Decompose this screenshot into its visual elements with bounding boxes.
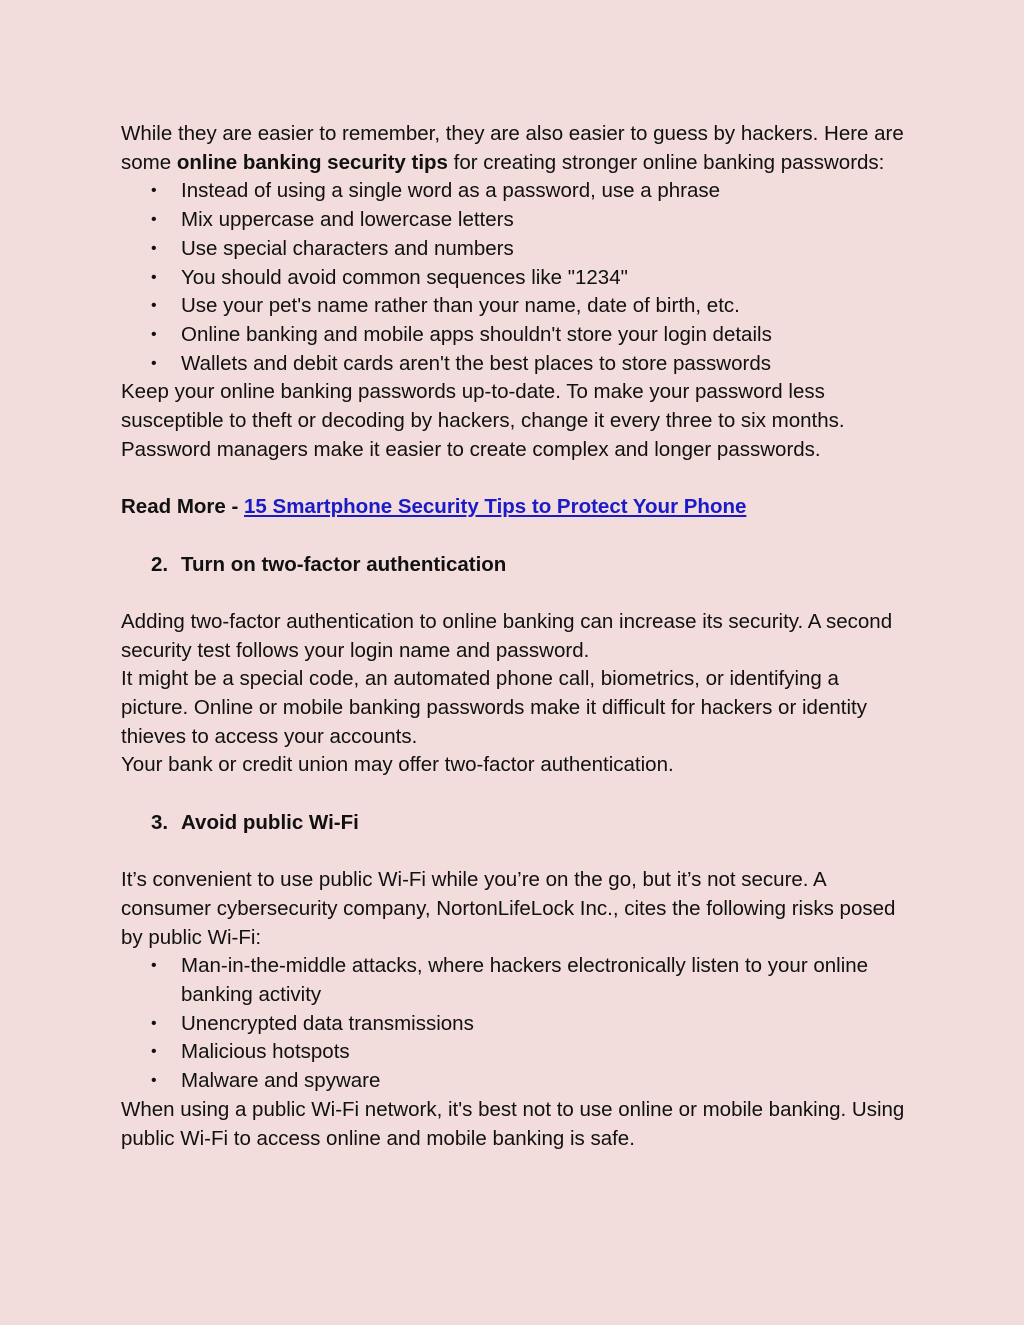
list-item — [121, 1067, 911, 1096]
section-2-paragraph-3: Your bank or credit union may offer two-factor authentication. — [121, 753, 674, 777]
read-more-link[interactable]: 15 Smartphone Security Tips to Protect Your Phone — [244, 495, 747, 519]
section-3-number: 3. — [151, 810, 169, 834]
wifi-risks-list — [121, 952, 911, 1096]
spacer — [121, 464, 911, 493]
section-2-heading — [121, 551, 911, 580]
section-2-number: 2. — [151, 552, 169, 576]
bullet-icon: • — [151, 239, 157, 257]
list-item-text: You should avoid common sequences like "1234" — [181, 265, 628, 289]
section-3-intro-paragraph: It’s convenient to use public Wi-Fi while you’re on the go, but it’s not secure. A consumer cybersecurity company, NortonLifeLock Inc., cites the following risks posed by public Wi-Fi: — [121, 868, 896, 949]
list-item-text: Malicious hotspots — [181, 1040, 350, 1064]
list-item-text: Use your pet's name rather than your name, date of birth, etc. — [181, 294, 740, 318]
section-3-title: Avoid public Wi-Fi — [181, 810, 359, 834]
list-item-text: Man-in-the-middle attacks, where hackers electronically listen to your online banking activity — [181, 954, 869, 1007]
spacer — [121, 780, 911, 809]
bullet-icon: • — [151, 1014, 157, 1032]
intro-text-start: While they are easier to remember, they are also easier to guess by hackers. Here are some — [121, 122, 904, 174]
list-item-text: Unencrypted data transmissions — [181, 1011, 474, 1035]
list-item — [121, 1010, 911, 1039]
bullet-icon: • — [151, 1072, 157, 1090]
document-body — [121, 120, 911, 1153]
list-item-text: Mix uppercase and lowercase letters — [181, 208, 514, 232]
read-more-label: Read More - — [121, 495, 245, 519]
section-2-paragraph-2: It might be a special code, an automated phone call, biometrics, or identifying a picture. Online or mobile banking passwords make it difficult for hackers or identity thieves to access your accounts. — [121, 667, 867, 748]
intro-paragraph — [121, 120, 911, 177]
intro-bold-phrase: online banking security tips — [176, 150, 448, 174]
list-item — [121, 350, 911, 379]
section-2-paragraph-1: Adding two-factor authentication to online banking can increase its security. A second security test follows your login name and password. — [121, 609, 893, 662]
list-item — [121, 206, 911, 235]
list-item — [121, 292, 911, 321]
section-3-outro-paragraph: When using a public Wi-Fi network, it's best not to use online or mobile banking. Using public Wi-Fi to access online and mobile banking is safe. — [121, 1097, 905, 1150]
section-2-title: Turn on two-factor authentication — [181, 552, 507, 576]
list-item-text: Instead of using a single word as a password, use a phrase — [181, 179, 721, 203]
read-more-line — [121, 493, 911, 522]
bullet-icon: • — [151, 182, 157, 200]
password-outro-paragraph: Keep your online banking passwords up-to-date. To make your password less susceptible to theft or decoding by hackers, change it every three to six months. Password managers make it easier to create complex and longer passwords. — [121, 380, 845, 461]
bullet-icon: • — [151, 297, 157, 315]
list-item-text: Wallets and debit cards aren't the best places to store passwords — [181, 351, 771, 375]
bullet-icon: • — [151, 211, 157, 229]
spacer — [121, 838, 911, 867]
bullet-icon: • — [151, 325, 157, 343]
bullet-icon: • — [151, 268, 157, 286]
password-tips-list — [121, 177, 911, 378]
intro-text-end: for creating stronger online banking passwords: — [447, 150, 885, 174]
list-item — [121, 235, 911, 264]
list-item — [121, 264, 911, 293]
section-3-heading — [121, 809, 911, 838]
spacer — [121, 579, 911, 608]
bullet-icon: • — [151, 354, 157, 372]
list-item — [121, 177, 911, 206]
bullet-icon: • — [151, 1043, 157, 1061]
bullet-icon: • — [151, 957, 157, 975]
list-item-text: Use special characters and numbers — [181, 236, 514, 260]
list-item — [121, 952, 911, 1009]
list-item — [121, 321, 911, 350]
list-item-text: Online banking and mobile apps shouldn't store your login details — [181, 322, 772, 346]
list-item — [121, 1038, 911, 1067]
spacer — [121, 522, 911, 551]
list-item-text: Malware and spyware — [181, 1069, 381, 1093]
